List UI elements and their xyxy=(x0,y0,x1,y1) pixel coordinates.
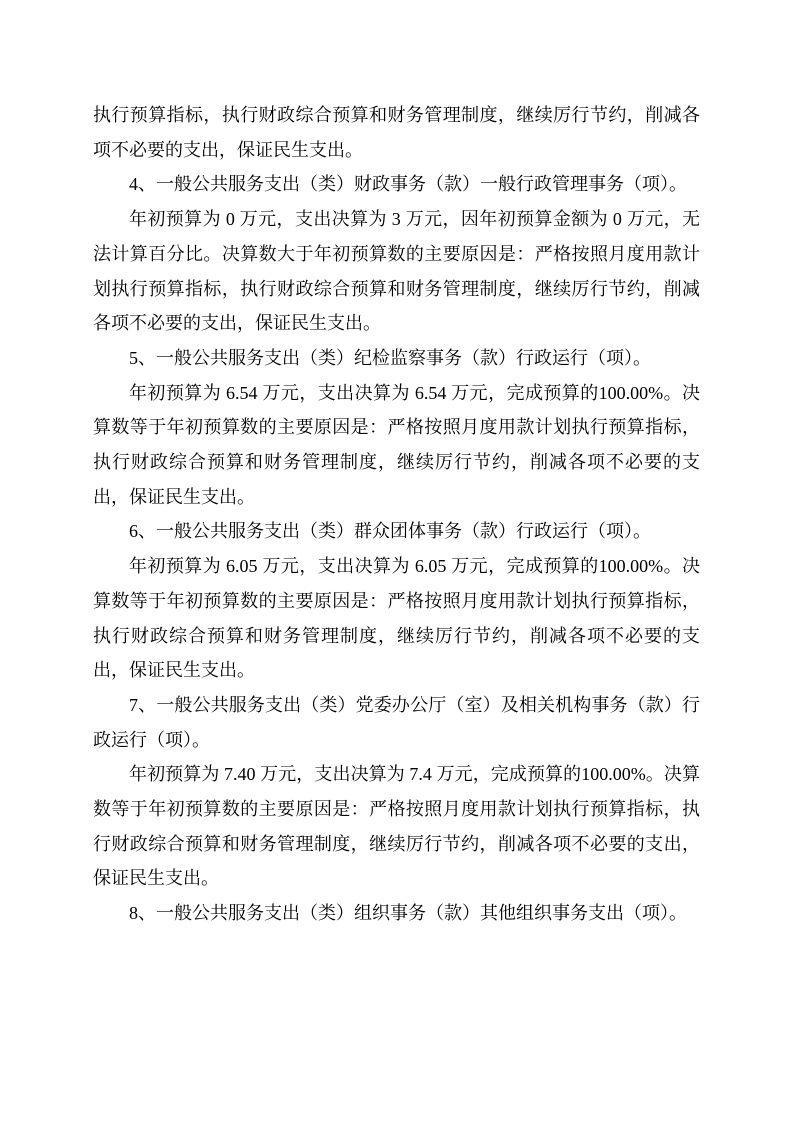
paragraph-item-4-heading: 4、一般公共服务支出（类）财政事务（款）一般行政管理事务（项）。 xyxy=(129,174,687,195)
paragraph-item-6-heading: 6、一般公共服务支出（类）群众团体事务（款）行政运行（项）。 xyxy=(129,521,651,542)
paragraph-item-5-detail: 年初预算为 6.54 万元，支出决算为 6.54 万元，完成预算的100.00%。决算数等于年初预算数的主要原因是：严格按照月度用款计划执行预算指标，执行财政综合预算和财务管理制度，继续厉行节约，削减各项不必要的支出，保证民生支出。 xyxy=(93,382,700,507)
paragraph-item-4-detail: 年初预算为 0 万元，支出决算为 3 万元，因年初预算金额为 0 万元，无法计算百分比。决算数大于年初预算数的主要原因是：严格按照月度用款计划执行预算指标，执行财政综合预算和财务管理制度，继续厉行节约，削减各项不必要的支出，保证民生支出。 xyxy=(93,209,700,334)
paragraph-item-7-heading: 7、一般公共服务支出（类）党委办公厅（室）及相关机构事务（款）行政运行（项）。 xyxy=(93,694,700,750)
paragraph-item-8-heading: 8、一般公共服务支出（类）组织事务（款）其他组织事务支出（项）。 xyxy=(129,903,687,924)
paragraph-item-6-detail: 年初预算为 6.05 万元，支出决算为 6.05 万元，完成预算的100.00%。决算数等于年初预算数的主要原因是：严格按照月度用款计划执行预算指标，执行财政综合预算和财务管理制度，继续厉行节约，削减各项不必要的支出，保证民生支出。 xyxy=(93,556,700,681)
paragraph-item-7-detail: 年初预算为 7.40 万元，支出决算为 7.4 万元，完成预算的100.00%。决算数等于年初预算数的主要原因是：严格按照月度用款计划执行预算指标，执行财政综合预算和财务管理制度，继续厉行节约，削减各项不必要的支出，保证民生支出。 xyxy=(93,764,700,889)
paragraph-continuation: 执行预算指标，执行财政综合预算和财务管理制度，继续厉行节约，削减各项不必要的支出，保证民生支出。 xyxy=(93,105,700,160)
paragraph-item-5-heading: 5、一般公共服务支出（类）纪检监察事务（款）行政运行（项）。 xyxy=(129,347,651,368)
